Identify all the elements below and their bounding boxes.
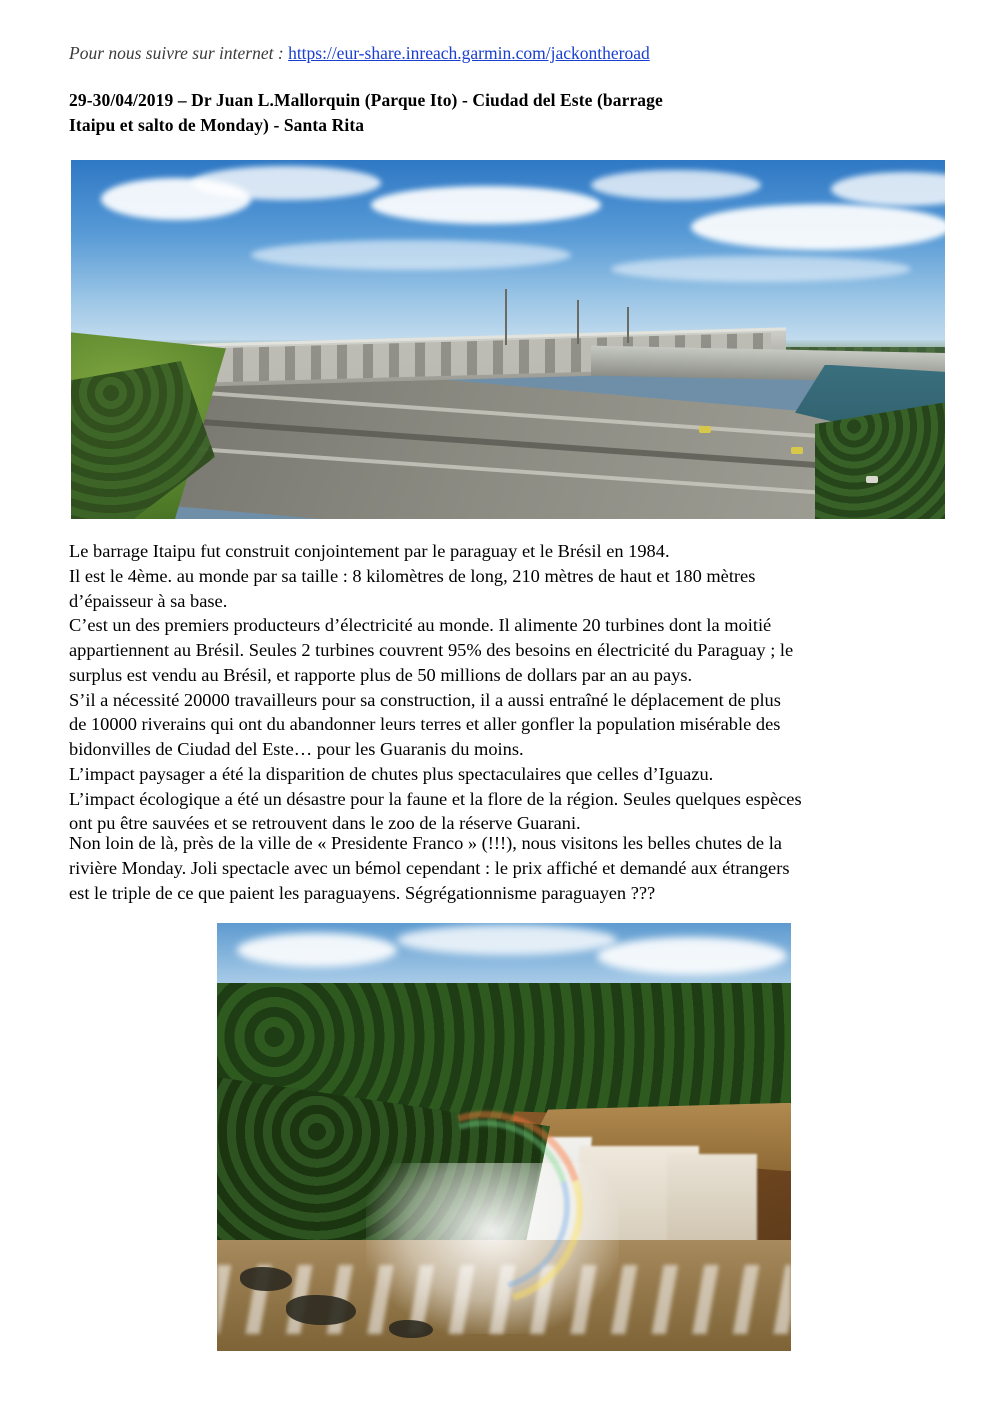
photo-itaipu-dam <box>71 160 945 519</box>
body-line: surplus est vendu au Brésil, et rapporte plus de 50 millions de dollars par an au pays. <box>69 664 693 685</box>
cloud <box>691 204 945 250</box>
cloud <box>251 240 571 270</box>
body-line: S’il a nécessité 20000 travailleurs pour sa construction, il a aussi entraîné le déplacement de plus <box>69 689 781 710</box>
rock <box>240 1267 292 1291</box>
body-line: rivière Monday. Joli spectacle avec un bémol cependant : le prix affiché et demandé aux étrangers <box>69 857 790 878</box>
body-line: Il est le 4ème. au monde par sa taille : 8 kilomètres de long, 210 mètres de haut et 180 mètres <box>69 565 756 586</box>
cloud <box>191 166 381 200</box>
photo-monday-falls <box>217 923 791 1351</box>
cloud <box>371 186 601 224</box>
follow-us-label: Pour nous suivre sur internet : <box>69 43 289 63</box>
rock <box>286 1295 356 1325</box>
rock <box>389 1320 433 1338</box>
page-title <box>69 88 909 138</box>
body-line: appartiennent au Brésil. Seules 2 turbines couvrent 95% des besoins en électricité du Paraguay ; le <box>69 640 794 660</box>
body-paragraph-itaipu <box>69 539 946 836</box>
body-line: bidonvilles de Ciudad del Este… pour les Guaranis du moins. <box>69 739 524 759</box>
body-line: Le barrage Itaipu fut construit conjointement par le paraguay et le Brésil en 1984. <box>69 541 670 561</box>
garmin-share-link[interactable]: https://eur-share.inreach.garmin.com/jackontheroad <box>288 43 650 63</box>
cloud <box>397 925 617 955</box>
body-paragraph-monday-falls <box>69 831 946 905</box>
follow-us-line <box>69 43 650 64</box>
cloud <box>591 170 761 200</box>
power-pylon <box>505 289 507 345</box>
body-line: L’impact écologique a été un désastre pour la faune et la flore de la région. Seules quelques espèces <box>69 788 802 809</box>
vehicle <box>699 426 711 433</box>
cloud <box>597 937 787 975</box>
body-line: de 10000 riverains qui ont du abandonner leurs terres et aller gonfler la population misérable des <box>69 714 781 735</box>
body-line: Non loin de là, près de la ville de « Presidente Franco » (!!!), nous visitons les belles chutes de la <box>69 833 782 853</box>
body-line: d’épaisseur à sa base. <box>69 590 228 611</box>
page-title-line-1: 29-30/04/2019 – Dr Juan L.Mallorquin (Parque Ito) - Ciudad del Este (barrage <box>69 90 663 110</box>
cloud <box>237 933 397 967</box>
page-title-line-2: Itaipu et salto de Monday) - Santa Rita <box>69 114 365 135</box>
power-pylon <box>577 300 579 344</box>
cloud <box>611 256 911 282</box>
body-line: L’impact paysager a été la disparition de chutes plus spectaculaires que celles d’Iguazu. <box>69 763 714 784</box>
vehicle <box>791 447 803 454</box>
body-line: ont pu être sauvées et se retrouvent dans le zoo de la réserve Guarani. <box>69 813 581 834</box>
body-line: C’est un des premiers producteurs d’électricité au monde. Il alimente 20 turbines dont la moitié <box>69 615 772 636</box>
vehicle <box>866 476 878 483</box>
power-pylon <box>627 307 629 343</box>
body-line: est le triple de ce que paient les paraguayens. Ségrégationnisme paraguayen ??? <box>69 882 656 903</box>
